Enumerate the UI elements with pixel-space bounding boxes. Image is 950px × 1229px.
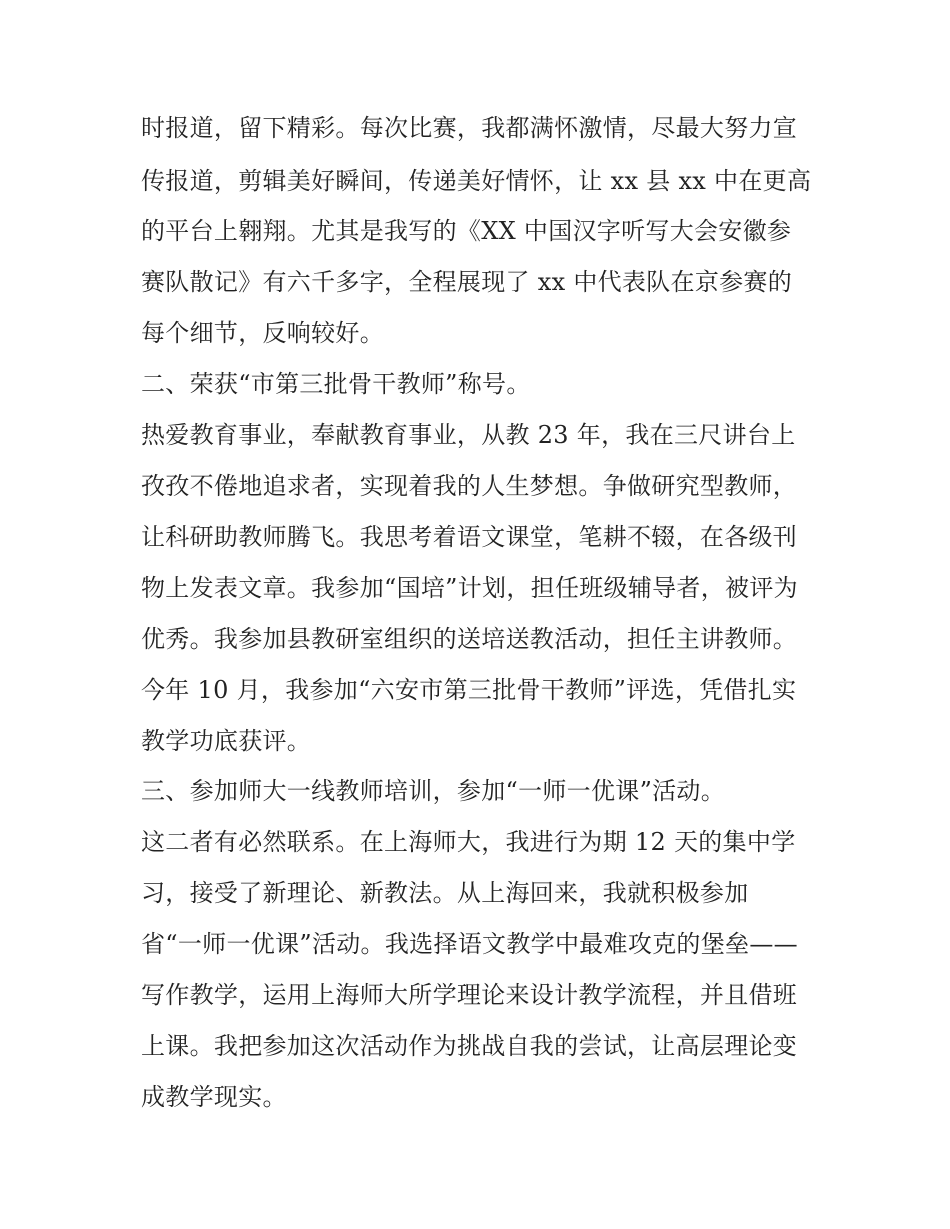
- text-line: 成教学现实。: [141, 1083, 287, 1111]
- text-line: 孜孜不倦地追求者，实现着我的人生梦想。争做研究型教师，: [141, 472, 798, 500]
- text-line: 让科研助教师腾飞。我思考着语文课堂，笔耕不辍，在各级刊: [141, 523, 798, 551]
- text-line: 写作教学，运用上海师大所学理论来设计教学流程，并且借班: [141, 981, 798, 1009]
- text-line: 的平台上翱翔。尤其是我写的《XX 中国汉字听写大会安徽参: [141, 217, 792, 245]
- text-line: 习，接受了新理论、新教法。从上海回来，我就积极参加: [141, 879, 749, 907]
- text-line: 时报道，留下精彩。每次比赛，我都满怀激情，尽最大努力宣: [141, 114, 798, 142]
- text-line: 教学功底获评。: [141, 727, 312, 755]
- text-line: 优秀。我参加县教研室组织的送培送教活动，担任主讲教师。: [141, 625, 798, 653]
- text-line: 上课。我把参加这次活动作为挑战自我的尝试，让高层理论变: [141, 1032, 798, 1060]
- text-line: 赛队散记》有六千多字，全程展现了 xx 中代表队在京参赛的: [141, 268, 793, 296]
- text-line: 今年 10 月，我参加“六安市第三批骨干教师”评选，凭借扎实: [141, 676, 797, 704]
- text-line: 传报道，剪辑美好瞬间，传递美好情怀，让 xx 县 xx 中在更高: [141, 167, 812, 195]
- text-line: 热爱教育事业，奉献教育事业，从教 23 年，我在三尺讲台上: [141, 421, 796, 449]
- text-line: 省“一师一优课”活动。我选择语文教学中最难攻克的堡垒——: [141, 930, 798, 958]
- text-line: 这二者有必然联系。在上海师大，我进行为期 12 天的集中学: [141, 828, 796, 856]
- section-heading: 二、荣获“市第三批骨干教师”称号。: [141, 370, 531, 398]
- text-line: 物上发表文章。我参加“国培”计划，担任班级辅导者，被评为: [141, 574, 798, 602]
- text-line: 每个细节，反响较好。: [141, 319, 384, 347]
- section-heading: 三、参加师大一线教师培训，参加“一师一优课”活动。: [141, 777, 726, 805]
